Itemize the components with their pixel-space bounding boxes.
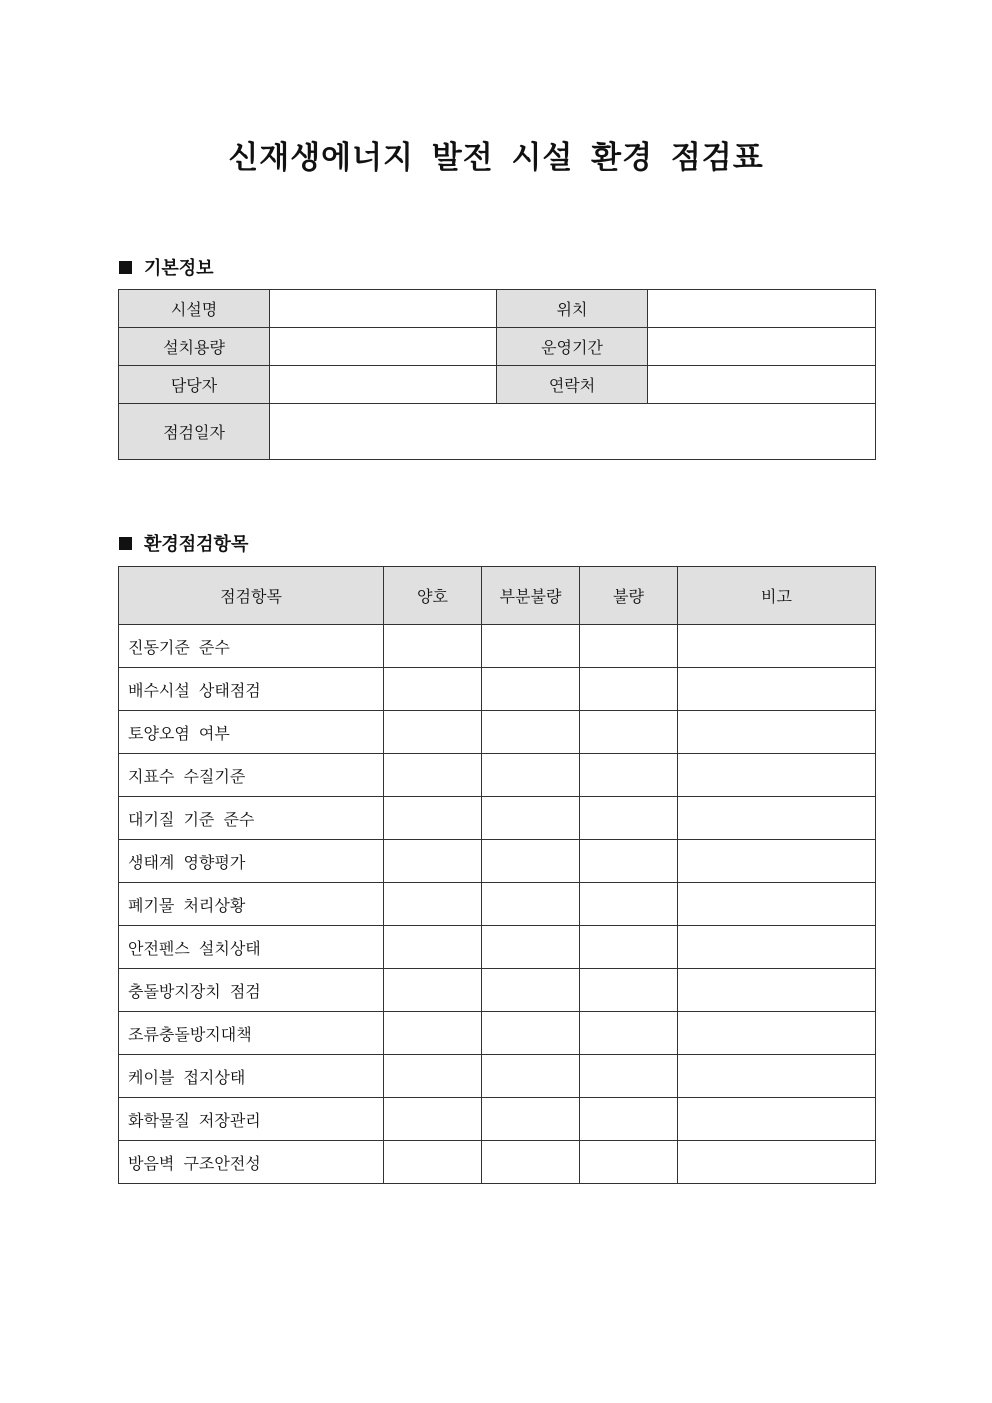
table-row — [119, 1055, 876, 1098]
good-cell[interactable] — [384, 711, 482, 754]
table-row — [119, 1098, 876, 1141]
good-cell[interactable] — [384, 1098, 482, 1141]
defect-cell[interactable] — [580, 969, 678, 1012]
table-row — [119, 969, 876, 1012]
square-bullet-icon — [119, 261, 132, 274]
table-row — [119, 668, 876, 711]
basic-info-heading — [119, 254, 214, 280]
square-bullet-icon — [119, 537, 132, 550]
facility-name-label: 시설명 — [119, 290, 270, 328]
contact-label: 연락처 — [497, 366, 648, 404]
table-row — [119, 840, 876, 883]
check-item-name: 케이블 접지상태 — [119, 1055, 384, 1098]
operation-period-label: 운영기간 — [497, 328, 648, 366]
partial-defect-cell[interactable] — [482, 668, 580, 711]
table-row — [119, 926, 876, 969]
contact-field[interactable] — [648, 366, 876, 404]
good-cell[interactable] — [384, 926, 482, 969]
manager-label: 담당자 — [119, 366, 270, 404]
remarks-cell[interactable] — [678, 797, 876, 840]
check-item-name: 배수시설 상태점검 — [119, 668, 384, 711]
partial-defect-cell[interactable] — [482, 625, 580, 668]
checklist-header-row — [119, 567, 876, 625]
column-header-partial-defect: 부분불량 — [482, 567, 580, 625]
column-header-good: 양호 — [384, 567, 482, 625]
basic-info-row — [119, 404, 876, 460]
check-item-name: 대기질 기준 준수 — [119, 797, 384, 840]
partial-defect-cell[interactable] — [482, 1141, 580, 1184]
basic-info-table — [118, 289, 876, 460]
remarks-cell[interactable] — [678, 668, 876, 711]
defect-cell[interactable] — [580, 840, 678, 883]
remarks-cell[interactable] — [678, 969, 876, 1012]
remarks-cell[interactable] — [678, 711, 876, 754]
check-item-name: 토양오염 여부 — [119, 711, 384, 754]
column-header-defect: 불량 — [580, 567, 678, 625]
table-row — [119, 883, 876, 926]
checklist-heading — [119, 530, 248, 556]
remarks-cell[interactable] — [678, 1055, 876, 1098]
good-cell[interactable] — [384, 883, 482, 926]
column-header-item: 점검항목 — [119, 567, 384, 625]
check-item-name: 폐기물 처리상황 — [119, 883, 384, 926]
remarks-cell[interactable] — [678, 926, 876, 969]
remarks-cell[interactable] — [678, 840, 876, 883]
operation-period-field[interactable] — [648, 328, 876, 366]
location-field[interactable] — [648, 290, 876, 328]
check-item-name: 충돌방지장치 점검 — [119, 969, 384, 1012]
capacity-label: 설치용량 — [119, 328, 270, 366]
page-title: 신재생에너지 발전 시설 환경 점검표 — [228, 140, 764, 176]
checklist-heading-text: 환경점검항목 — [144, 534, 249, 555]
good-cell[interactable] — [384, 1012, 482, 1055]
good-cell[interactable] — [384, 1141, 482, 1184]
partial-defect-cell[interactable] — [482, 969, 580, 1012]
basic-info-row — [119, 290, 876, 328]
check-item-name: 화학물질 저장관리 — [119, 1098, 384, 1141]
remarks-cell[interactable] — [678, 1141, 876, 1184]
good-cell[interactable] — [384, 840, 482, 883]
good-cell[interactable] — [384, 969, 482, 1012]
partial-defect-cell[interactable] — [482, 1012, 580, 1055]
good-cell[interactable] — [384, 797, 482, 840]
check-item-name: 진동기준 준수 — [119, 625, 384, 668]
remarks-cell[interactable] — [678, 625, 876, 668]
good-cell[interactable] — [384, 1055, 482, 1098]
partial-defect-cell[interactable] — [482, 883, 580, 926]
defect-cell[interactable] — [580, 711, 678, 754]
partial-defect-cell[interactable] — [482, 926, 580, 969]
defect-cell[interactable] — [580, 926, 678, 969]
defect-cell[interactable] — [580, 1098, 678, 1141]
defect-cell[interactable] — [580, 797, 678, 840]
table-row — [119, 625, 876, 668]
partial-defect-cell[interactable] — [482, 797, 580, 840]
defect-cell[interactable] — [580, 625, 678, 668]
manager-field[interactable] — [270, 366, 497, 404]
table-row — [119, 711, 876, 754]
check-item-name: 방음벽 구조안전성 — [119, 1141, 384, 1184]
remarks-cell[interactable] — [678, 1098, 876, 1141]
checklist-table — [118, 566, 876, 1184]
good-cell[interactable] — [384, 625, 482, 668]
good-cell[interactable] — [384, 754, 482, 797]
defect-cell[interactable] — [580, 668, 678, 711]
partial-defect-cell[interactable] — [482, 840, 580, 883]
table-row — [119, 797, 876, 840]
remarks-cell[interactable] — [678, 883, 876, 926]
check-item-name: 생태계 영향평가 — [119, 840, 384, 883]
basic-info-row — [119, 366, 876, 404]
column-header-remarks: 비고 — [678, 567, 876, 625]
defect-cell[interactable] — [580, 754, 678, 797]
defect-cell[interactable] — [580, 1141, 678, 1184]
basic-info-row — [119, 328, 876, 366]
inspection-date-label: 점검일자 — [119, 404, 270, 460]
defect-cell[interactable] — [580, 1055, 678, 1098]
remarks-cell[interactable] — [678, 1012, 876, 1055]
partial-defect-cell[interactable] — [482, 1098, 580, 1141]
defect-cell[interactable] — [580, 883, 678, 926]
capacity-field[interactable] — [270, 328, 497, 366]
facility-name-field[interactable] — [270, 290, 497, 328]
inspection-date-field[interactable] — [270, 404, 876, 460]
table-row — [119, 754, 876, 797]
check-item-name: 안전펜스 설치상태 — [119, 926, 384, 969]
check-item-name: 지표수 수질기준 — [119, 754, 384, 797]
good-cell[interactable] — [384, 668, 482, 711]
defect-cell[interactable] — [580, 1012, 678, 1055]
check-item-name: 조류충돌방지대책 — [119, 1012, 384, 1055]
table-row — [119, 1141, 876, 1184]
partial-defect-cell[interactable] — [482, 1055, 580, 1098]
partial-defect-cell[interactable] — [482, 754, 580, 797]
remarks-cell[interactable] — [678, 754, 876, 797]
basic-info-heading-text: 기본정보 — [144, 258, 214, 279]
partial-defect-cell[interactable] — [482, 711, 580, 754]
location-label: 위치 — [497, 290, 648, 328]
table-row — [119, 1012, 876, 1055]
